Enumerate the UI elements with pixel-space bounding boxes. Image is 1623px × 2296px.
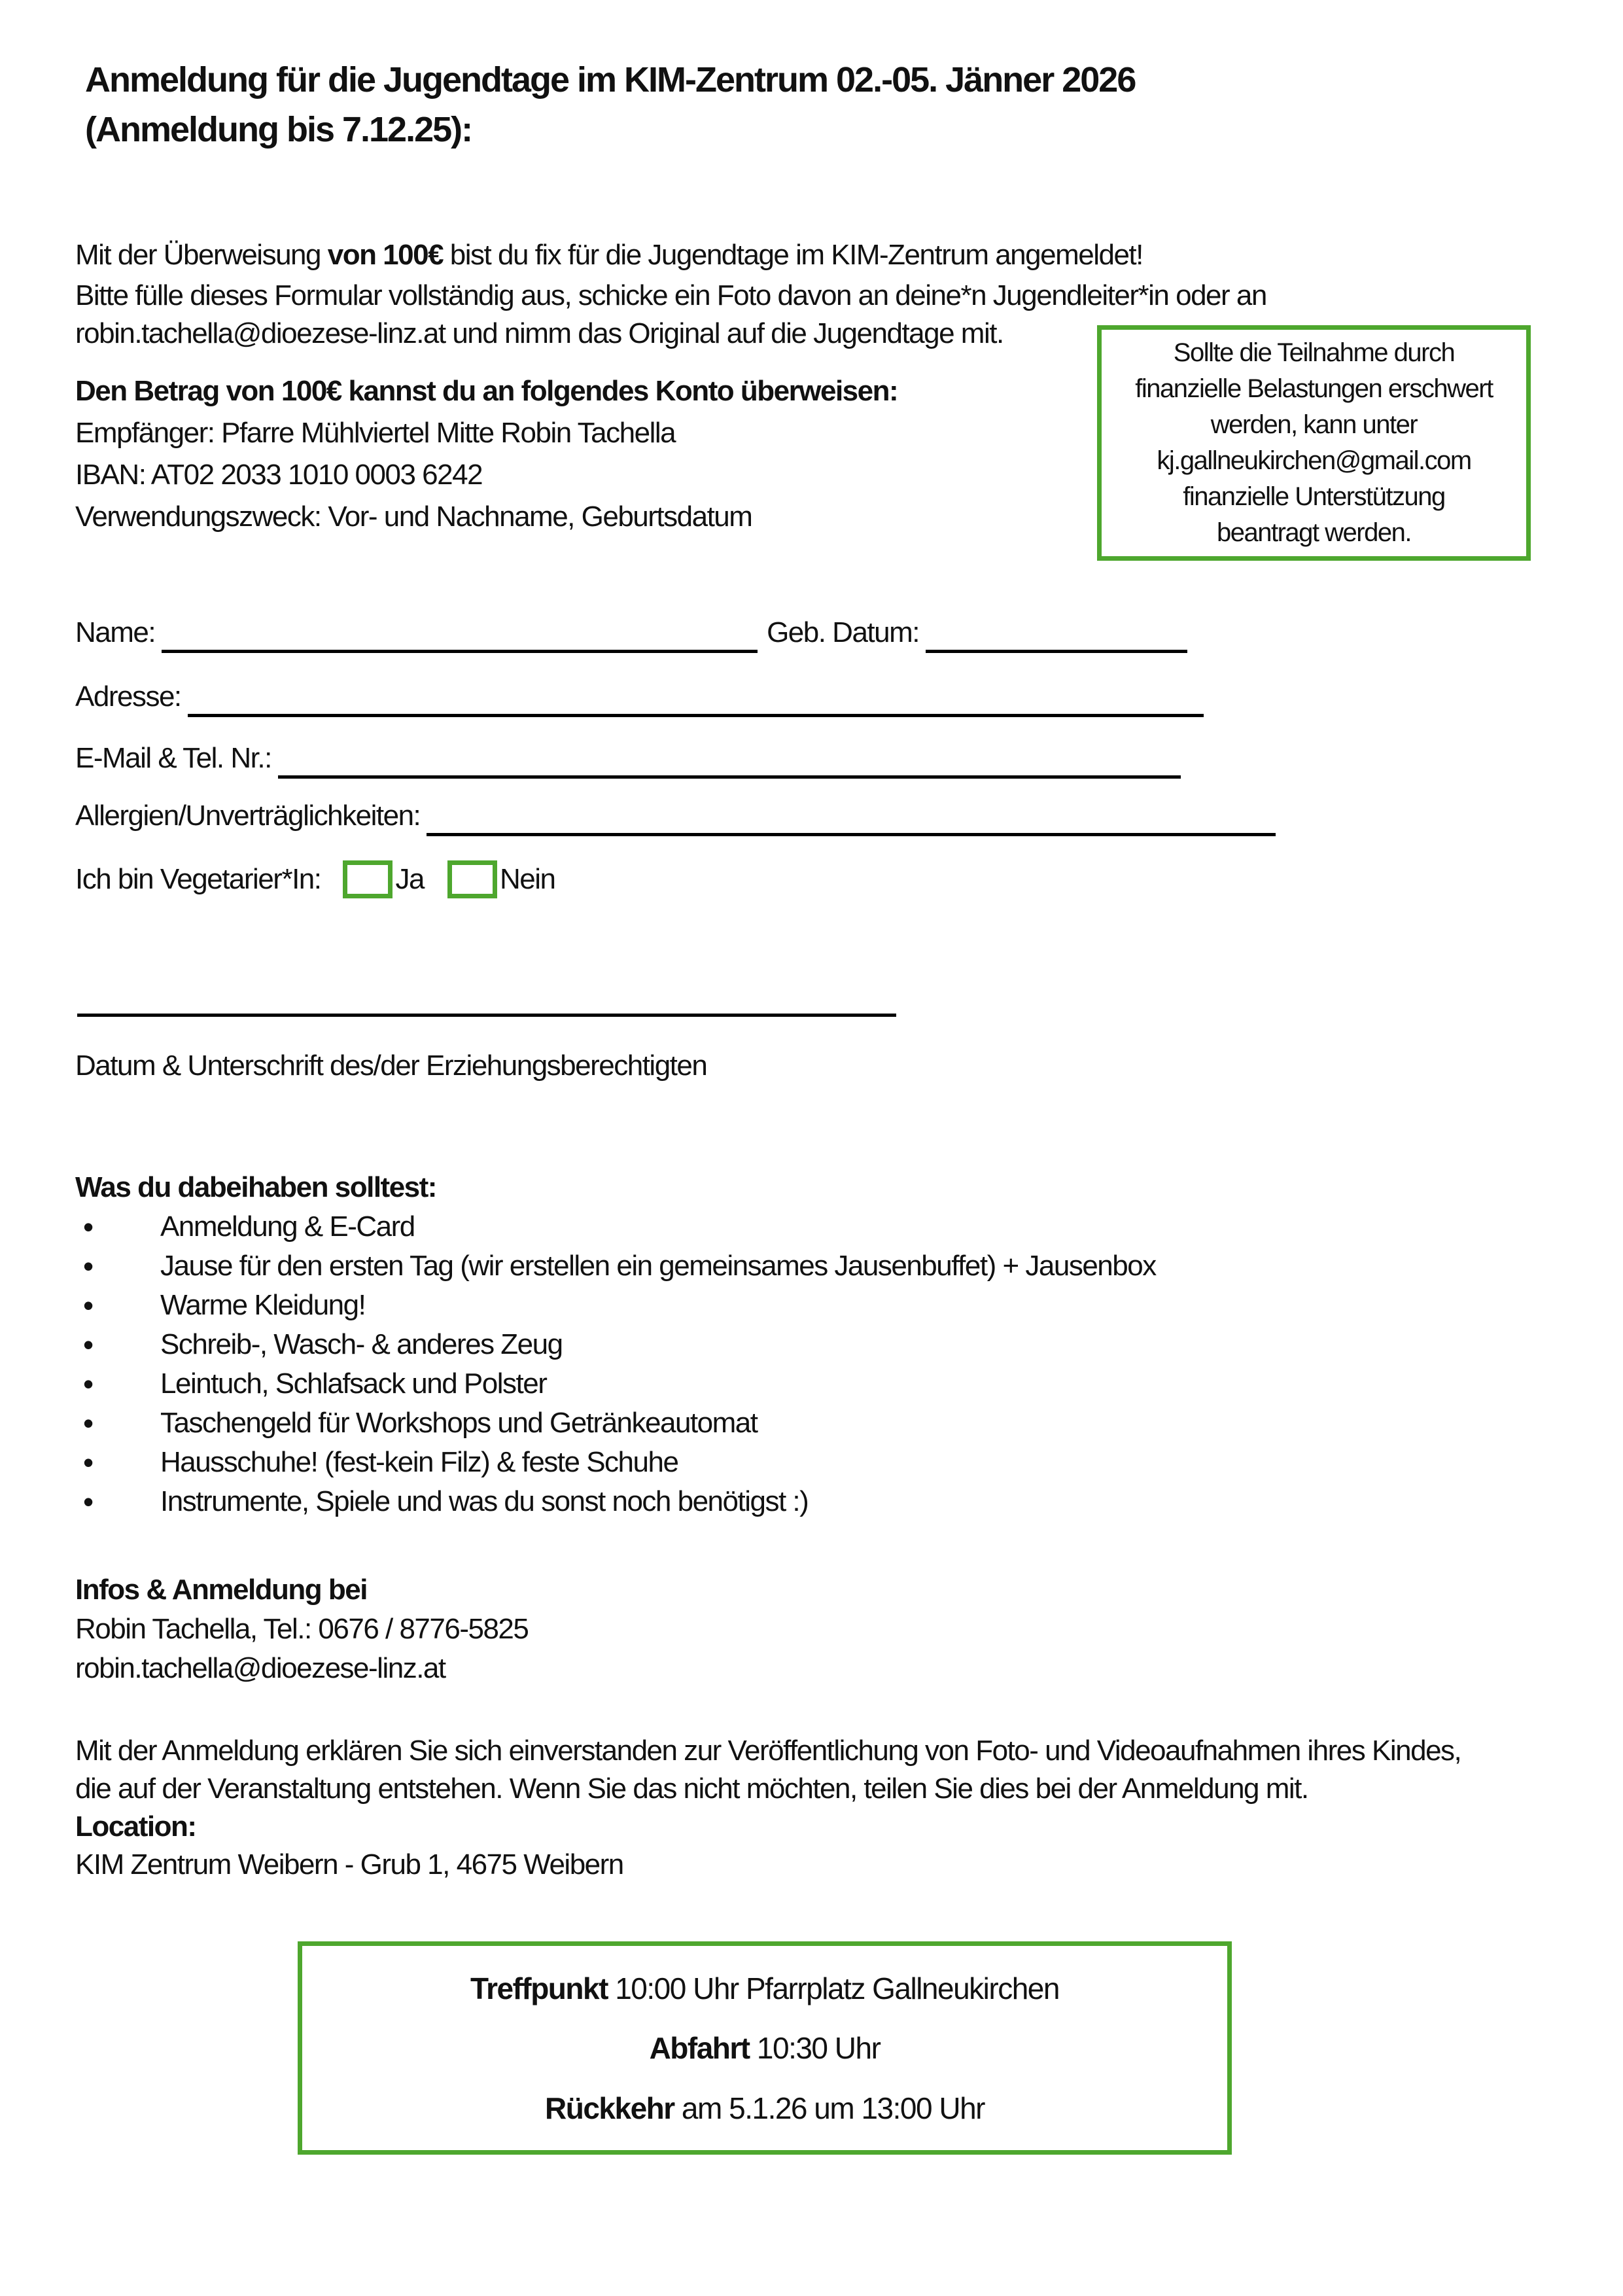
support-box-line: Sollte die Teilnahme durch [1173,338,1455,367]
signature-field[interactable] [77,1014,896,1017]
address-field[interactable] [188,681,1204,717]
packing-item: • Hausschuhe! (fest-kein Filz) & feste Schuhe [75,1443,1156,1482]
name-label: Name: [75,616,156,648]
email-phone-field[interactable] [278,743,1181,779]
instructions-line2: robin.tachella@dioezese-linz.at und nimm das Original auf die Jugendtage mit. [75,317,1003,349]
location-address: KIM Zentrum Weibern - Grub 1, 4675 Weibern [75,1848,623,1881]
document-title-line1: Anmeldung für die Jugendtage im KIM-Zentrum 02.-05. Jänner 2026 [85,60,1136,99]
rueckkehr-value: am 5.1.26 um 13:00 Uhr [674,2091,985,2125]
instructions-line1: Bitte fülle dieses Formular vollständig aus, schicke ein Foto davon an deine*n Jugendleiter*in oder an [75,279,1266,311]
packing-item: • Jause für den ersten Tag (wir erstellen ein gemeinsames Jausenbuffet) + Jausenbox [75,1246,1156,1286]
address-row [75,679,1204,717]
financial-support-box [1097,325,1531,561]
vegetarian-yes-checkbox[interactable] [343,860,393,898]
packing-item: • Schreib-, Wasch- & anderes Zeug [75,1325,1156,1364]
meeting-info-box [298,1941,1232,2155]
bank-iban: IBAN: AT02 2033 1010 0003 6242 [75,459,483,491]
vegetarian-no-label: Nein [499,863,555,895]
name-row [75,615,1187,653]
support-box-line: beantragt werden. [1217,518,1411,547]
vegetarian-label: Ich bin Vegetarier*In: [75,863,321,895]
contact-block [75,1570,528,1688]
support-box-line: finanzielle Unterstützung [1183,482,1445,511]
meeting-line-rueckkehr [302,2091,1227,2126]
name-field[interactable] [162,617,758,653]
consent-line2: die auf der Veranstaltung entstehen. Wenn Sie das nicht möchten, teilen Sie dies bei der Anmeldung mit. [75,1773,1308,1805]
consent-location-block [75,1732,1461,1884]
payment-amount: von 100€ [327,239,444,271]
packing-item: • Warme Kleidung! [75,1286,1156,1325]
document-title-line2: (Anmeldung bis 7.12.25): [85,110,472,149]
meeting-line-abfahrt [302,2030,1227,2066]
payment-intro-suffix: bist du fix für die Jugendtage im KIM-Zentrum angemeldet! [443,239,1143,271]
packing-item: • Leintuch, Schlafsack und Polster [75,1364,1156,1404]
allergies-label: Allergien/Unverträglichkeiten: [75,800,421,832]
email-phone-label: E-Mail & Tel. Nr.: [75,742,271,774]
packing-item: • Instrumente, Spiele und was du sonst noch benötigst :) [75,1482,1156,1521]
bank-recipient: Empfänger: Pfarre Mühlviertel Mitte Robin Tachella [75,417,676,449]
packing-item: • Taschengeld für Workshops und Getränkeautomat [75,1404,1156,1443]
contact-heading: Infos & Anmeldung bei [75,1574,367,1606]
contact-email: robin.tachella@dioezese-linz.at [75,1652,445,1684]
packing-list [75,1207,1156,1521]
consent-line1: Mit der Anmeldung erklären Sie sich einverstanden zur Veröffentlichung von Foto- und Videoaufnahmen ihres Kindes, [75,1735,1461,1767]
address-label: Adresse: [75,680,181,713]
bank-transfer-block [75,370,898,538]
signature-label: Datum & Unterschrift des/der Erziehungsberechtigten [75,1050,707,1082]
document-title [85,55,1135,154]
vegetarian-row [75,858,555,900]
treffpunkt-value: 10:00 Uhr Pfarrplatz Gallneukirchen [607,1971,1059,2005]
abfahrt-label: Abfahrt [649,2031,750,2065]
allergies-field[interactable] [427,800,1276,836]
bank-reference: Verwendungszweck: Vor- und Nachname, Geburtsdatum [75,501,752,533]
vegetarian-no-checkbox[interactable] [447,860,497,898]
treffpunkt-label: Treffpunkt [470,1971,608,2005]
allergies-row [75,798,1276,836]
payment-intro-prefix: Mit der Überweisung [75,239,328,271]
payment-intro-paragraph [75,236,1143,274]
meeting-line-treffpunkt [302,1971,1227,2006]
birthdate-field[interactable] [926,617,1187,653]
rueckkehr-label: Rückkehr [545,2091,674,2125]
support-box-line: werden, kann unter [1210,410,1418,439]
location-heading: Location: [75,1810,196,1843]
packing-item: • Anmeldung & E-Card [75,1207,1156,1246]
bank-heading: Den Betrag von 100€ kannst du an folgendes Konto überweisen: [75,375,898,407]
instructions-paragraph [75,277,1266,353]
abfahrt-value: 10:30 Uhr [749,2031,881,2065]
contact-phone: Robin Tachella, Tel.: 0676 / 8776-5825 [75,1613,529,1645]
support-box-line: finanzielle Belastungen erschwert [1135,374,1493,403]
vegetarian-yes-label: Ja [395,863,424,895]
email-phone-row [75,741,1181,779]
packing-heading: Was du dabeihaben solltest: [75,1171,436,1203]
birthdate-label: Geb. Datum: [767,616,919,648]
support-box-email: kj.gallneukirchen@gmail.com [1157,446,1471,475]
